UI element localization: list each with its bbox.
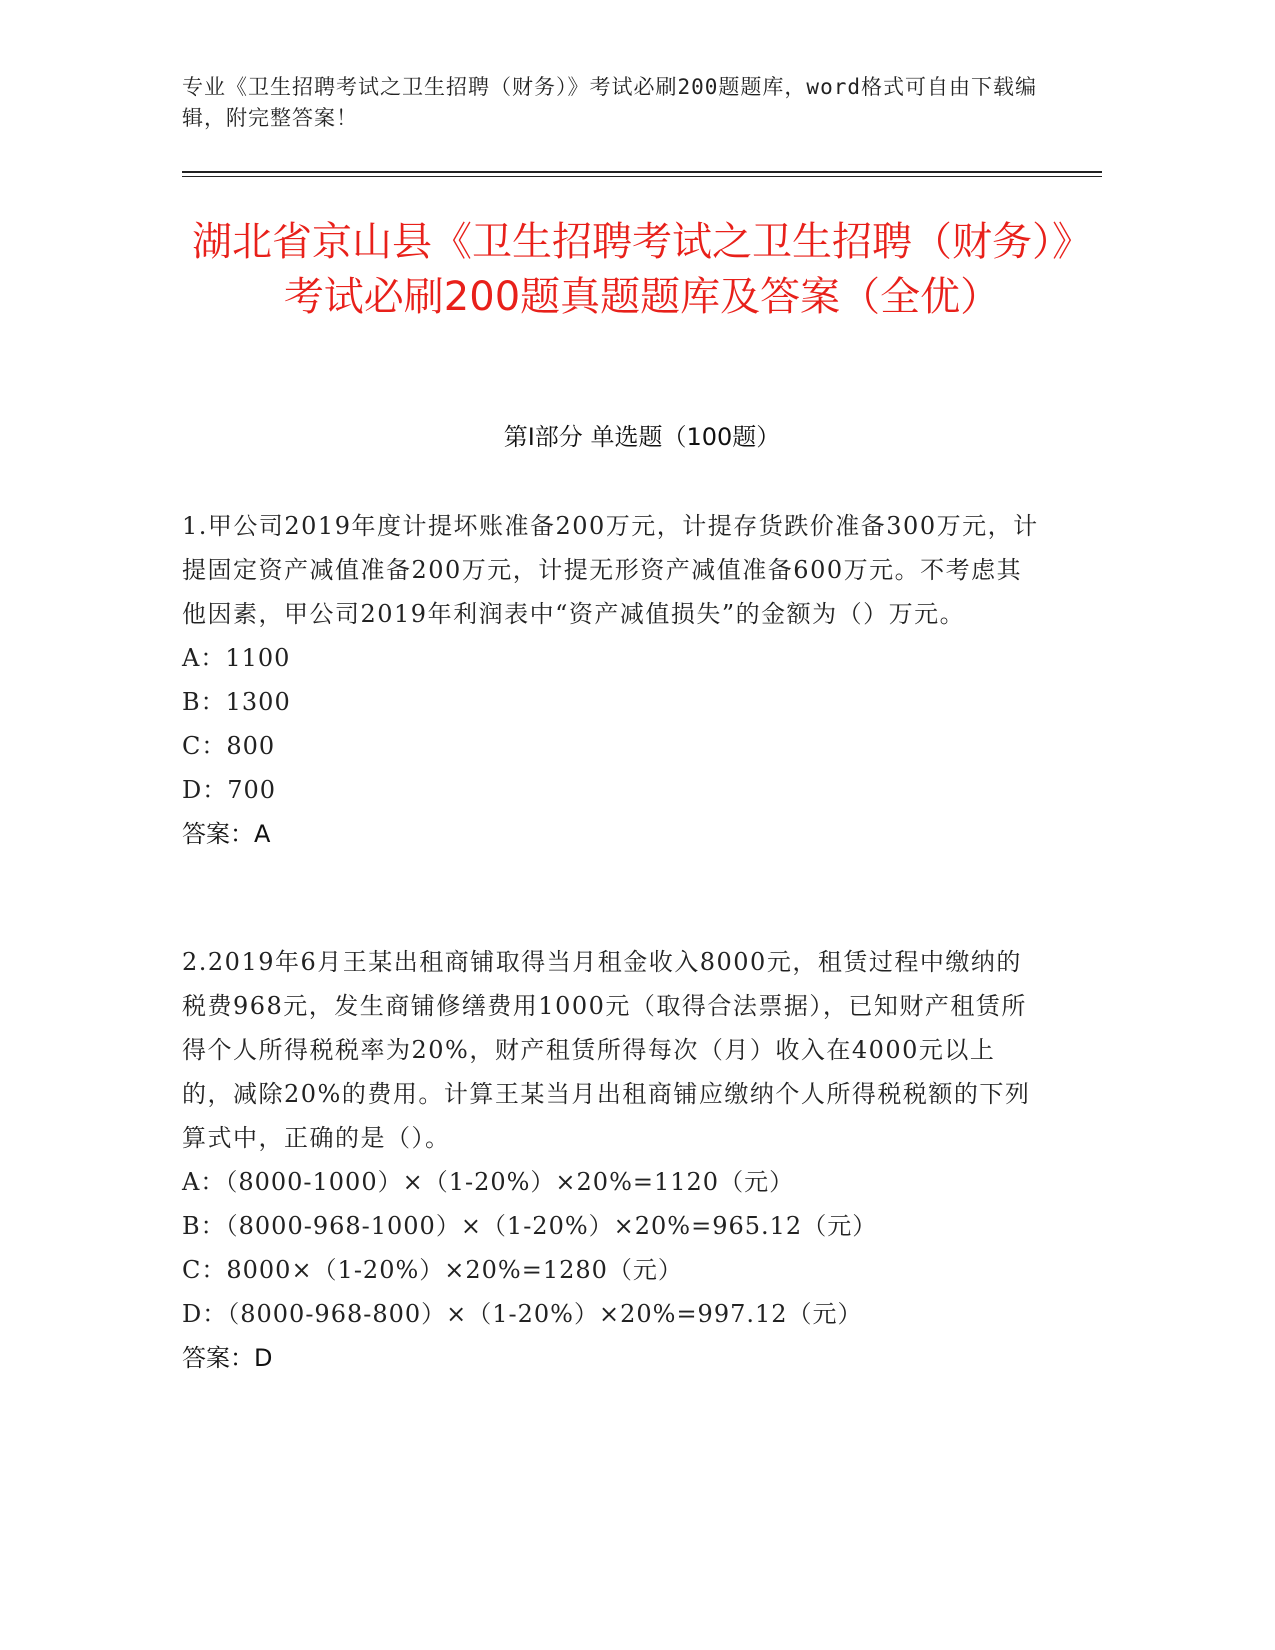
option-d: D：700 — [182, 776, 277, 804]
option-d: D：（8000-968-800）×（1-20%）×20%=997.12（元） — [182, 1300, 863, 1328]
option-b: B：1300 — [182, 688, 291, 716]
answer-line: 答案：A — [182, 820, 271, 848]
question-stem: 1.甲公司2019年度计提坏账准备200万元，计提存货跌价准备300万元，计提固定资产减值准备200万元，计提无形资产减值准备600万元。不考虑其他因素，甲公司2019年利润表中“资产减值损失”的金额为（）万元。 — [182, 512, 1039, 628]
answer-line: 答案：D — [182, 1344, 273, 1372]
document-title: 湖北省京山县《卫生招聘考试之卫生招聘（财务）》考试必刷200题真题题库及答案（全优） — [192, 219, 1092, 320]
option-a: A：1100 — [182, 644, 291, 672]
option-b: B：（8000-968-1000）×（1-20%）×20%=965.12（元） — [182, 1212, 878, 1240]
header-divider-thick — [182, 171, 1102, 173]
question-2 — [182, 940, 1042, 1380]
option-c: C：8000×（1-20%）×20%=1280（元） — [182, 1256, 683, 1284]
header-note: 专业《卫生招聘考试之卫生招聘（财务）》考试必刷200题题库，word格式可自由下载编辑，附完整答案！ — [182, 75, 1037, 130]
header-divider-thin — [182, 176, 1102, 177]
option-c: C：800 — [182, 732, 276, 760]
question-stem: 2.2019年6月王某出租商铺取得当月租金收入8000元，租赁过程中缴纳的税费968元，发生商铺修缮费用1000元（取得合法票据），已知财产租赁所得个人所得税税率为20%，财产租赁所得每次（月）收入在4000元以上的，减除20%的费用。计算王某当月出租商铺应缴纳个人所得税税额的下列算式中，正确的是（）。 — [182, 948, 1031, 1152]
question-1 — [182, 504, 1042, 856]
option-a: A：（8000-1000）×（1-20%）×20%=1120（元） — [182, 1168, 795, 1196]
section-title: 第Ⅰ部分 单选题（100题） — [503, 423, 781, 451]
